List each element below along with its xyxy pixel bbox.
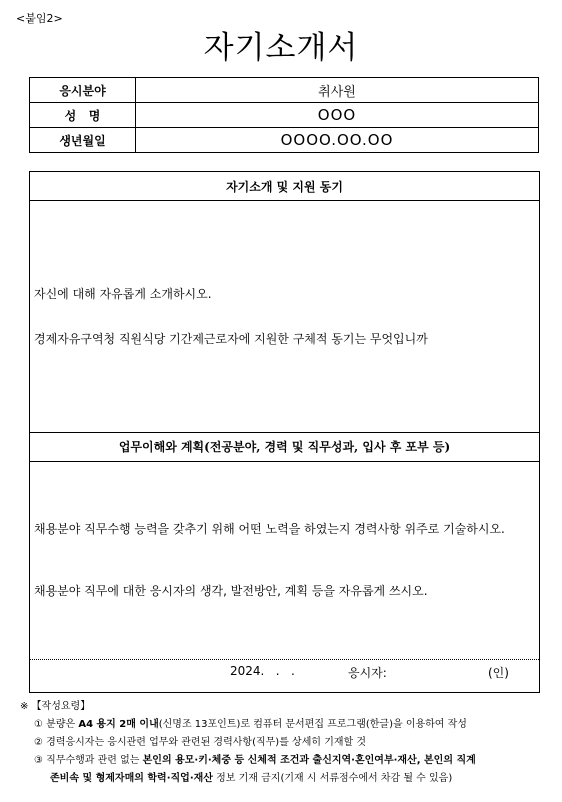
dotted-divider (30, 659, 539, 660)
divider (30, 461, 539, 462)
writing-guidelines (20, 698, 550, 788)
field-value: 취사원 (136, 78, 539, 103)
essay-box (29, 171, 540, 693)
field-label: 응시분야 (30, 78, 136, 103)
applicant-info-table (29, 77, 539, 153)
section1-prompt2: 경제자유구역청 직원식당 기간제근로자에 지원한 구체적 동기는 무엇입니까 (34, 332, 428, 346)
birthdate-value: OOOO.OO.OO (136, 128, 539, 153)
section1-header: 자기소개 및 지원 동기 (226, 180, 343, 194)
info-row-field (30, 78, 539, 103)
section2-prompt2: 채용분야 직무에 대한 응시자의 생각, 발전방안, 계획 등을 자유롭게 쓰시오. (34, 584, 428, 598)
divider (30, 432, 539, 433)
guidelines-heading: ※ 【작성요령】 (20, 701, 91, 712)
guideline-item: ③ 직무수행과 관련 없는 본인의 용모·키·체중 등 신체적 조건과 출신지역·혼인여부·재산, 본인의 직계 (34, 755, 476, 766)
page-title: 자기소개서 (203, 30, 359, 66)
section2-prompt1: 채용분야 직무수행 능력을 갖추기 위해 어떤 노력을 하였는지 경력사항 위주로 기술하시오. (34, 522, 505, 536)
guideline-item: ② 경력응시자는 응시관련 업무와 관련된 경력사항(직무)를 상세히 기재할 것 (34, 737, 367, 748)
applicant-label: 응시자: (348, 666, 387, 680)
signature-date: 2024. . . (230, 664, 295, 678)
info-row-birthdate (30, 128, 539, 153)
guideline-item-continued: 존비속 및 형제자매의 학력·직업·재산 정보 기재 금지(기재 시 서류점수에서 차감 될 수 있음) (50, 773, 453, 784)
section1-prompt1: 자신에 대해 자유롭게 소개하시오. (34, 287, 212, 301)
attachment-label: <붙임2> (16, 12, 63, 25)
info-row-name (30, 103, 539, 128)
section2-header: 업무이해와 계획(전공분야, 경력 및 직무성과, 입사 후 포부 등) (118, 440, 451, 454)
guideline-item: ① 분량은 A4 용지 2매 이내(신명조 13포인트)로 컴퓨터 문서편집 프로그램(한글)을 이용하여 작성 (34, 719, 467, 730)
name-value: OOO (136, 103, 539, 128)
seal-mark: (인) (488, 666, 509, 680)
birthdate-label: 생년월일 (30, 128, 136, 153)
name-label: 성 명 (30, 103, 136, 128)
divider (30, 200, 539, 201)
